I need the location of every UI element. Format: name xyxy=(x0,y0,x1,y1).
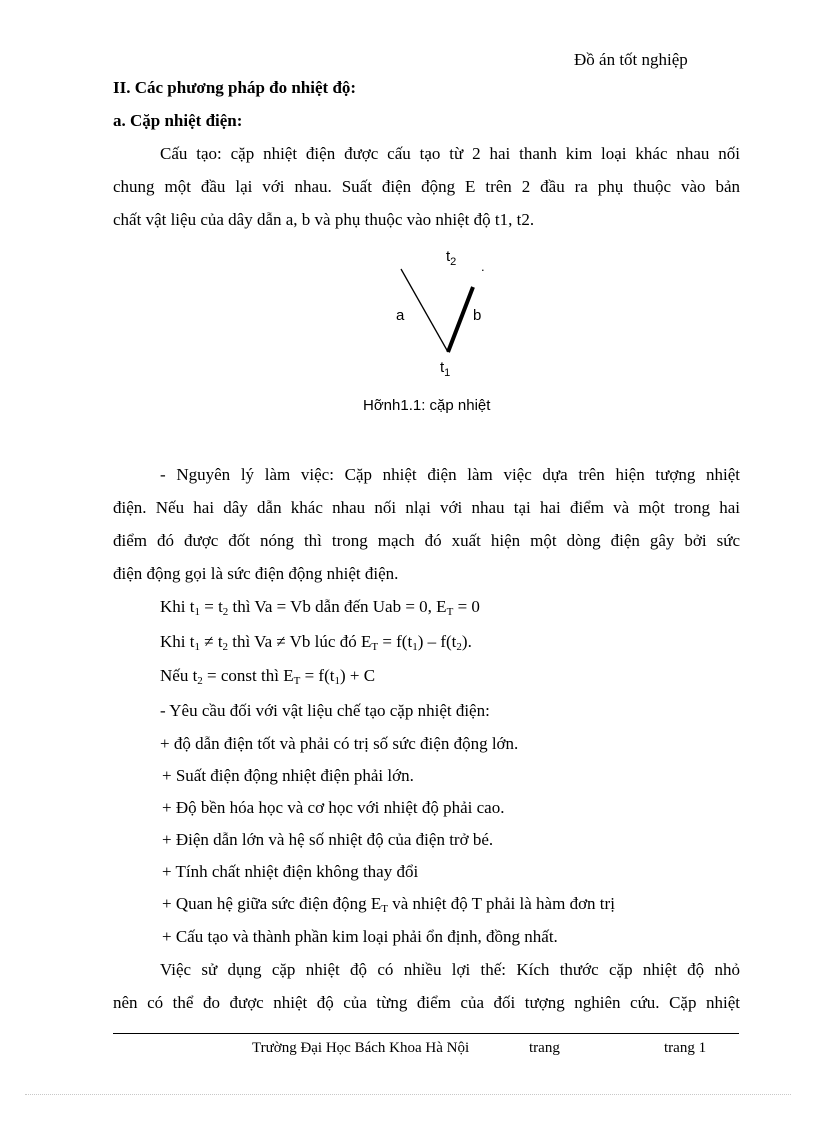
label-dot: . xyxy=(481,259,485,274)
para1-line2: chung một đầu lại với nhau. Suất điện động E trên 2 đầu ra phụ thuộc vào bản xyxy=(113,177,740,196)
para2-line1: - Nguyên lý làm việc: Cặp nhiệt điện làm việc dựa trên hiện tượng nhiệt xyxy=(160,465,740,484)
equation-3: Nếu $t_2$ = const thì $E_T = f(t_1) + C$ xyxy=(160,666,376,687)
para3-line2: nên có thể đo được nhiệt độ của từng điểm của đối tượng nghiên cứu. Cặp nhiệt xyxy=(113,993,740,1012)
equation-2: Khi $t_1 \ne t_2$ thì Va ≠ Vb lúc đó $E_T = f(t_1) - f(t_2)$. xyxy=(160,632,472,653)
footer-rule xyxy=(113,1033,739,1034)
label-t2: $t_2$ xyxy=(446,248,457,268)
para1-line3: chất vật liệu của dây dẫn a, b và phụ thuộc vào nhiệt độ t1, t2. xyxy=(113,210,535,229)
requirement-item-3: + Độ bền hóa học và cơ học với nhiệt độ phải cao. xyxy=(162,798,505,817)
para2-line3: điểm đó được đốt nóng thì trong mạch đó xuất hiện một dòng điện gây bởi sức xyxy=(113,531,740,550)
para3-line1: Việc sử dụng cặp nhiệt độ có nhiều lợi thế: Kích thước cặp nhiệt độ nhỏ xyxy=(160,960,740,979)
wire-b xyxy=(448,287,473,352)
wire-a xyxy=(401,269,448,352)
footer-school: Trường Đại Học Bách Khoa Hà Nội xyxy=(252,1040,470,1056)
figure-caption: Hỡnh1.1: cặp nhiệt xyxy=(363,397,491,414)
requirement-item-2: + Suất điện động nhiệt điện phải lớn. xyxy=(162,766,414,785)
header-title: Đồ án tốt nghiệp xyxy=(574,50,688,69)
para2-line4: điện động gọi là sức điện động nhiệt điện. xyxy=(113,564,399,583)
thermocouple-diagram xyxy=(380,240,510,380)
requirement-item-1: + độ dẫn điện tốt và phải có trị số sức điện động lớn. xyxy=(160,734,519,753)
requirement-item-5: + Tính chất nhiệt điện không thay đổi xyxy=(162,862,419,881)
label-a: a xyxy=(396,307,405,324)
page-bottom-border xyxy=(25,1094,791,1095)
thermocouple-svg xyxy=(380,240,510,380)
para2-line2: điện. Nếu hai dây dẫn khác nhau nối nlại với nhau tại hai điểm và một trong hai xyxy=(113,498,740,517)
equation-1: Khi $t_1 = t_2$ thì Va = Vb dẫn đến Uab = 0, $E_T = 0$ xyxy=(160,597,480,618)
para1-line1: Cấu tạo: cặp nhiệt điện được cấu tạo từ 2 hai thanh kim loại khác nhau nối xyxy=(160,144,740,163)
section-title: II. Các phương pháp đo nhiệt độ: xyxy=(113,78,357,97)
requirement-item-7: + Cấu tạo và thành phần kim loại phải ổn định, đồng nhất. xyxy=(162,927,558,946)
label-t1: $t_1$ xyxy=(440,359,451,379)
requirement-item-4: + Điện dẫn lớn và hệ số nhiệt độ của điện trở bé. xyxy=(162,830,494,849)
requirements-title: - Yêu cầu đối với vật liệu chế tạo cặp nhiệt điện: xyxy=(160,701,490,720)
subsection-title: a. Cặp nhiệt điện: xyxy=(113,111,243,130)
footer-page-number: trang 1 xyxy=(664,1040,707,1056)
label-b: b xyxy=(473,307,482,324)
requirement-item-6: + Quan hệ giữa sức điện động $E_T$ và nhiệt độ T phải là hàm đơn trị xyxy=(162,894,615,915)
footer-trang-label: trang xyxy=(529,1040,560,1056)
